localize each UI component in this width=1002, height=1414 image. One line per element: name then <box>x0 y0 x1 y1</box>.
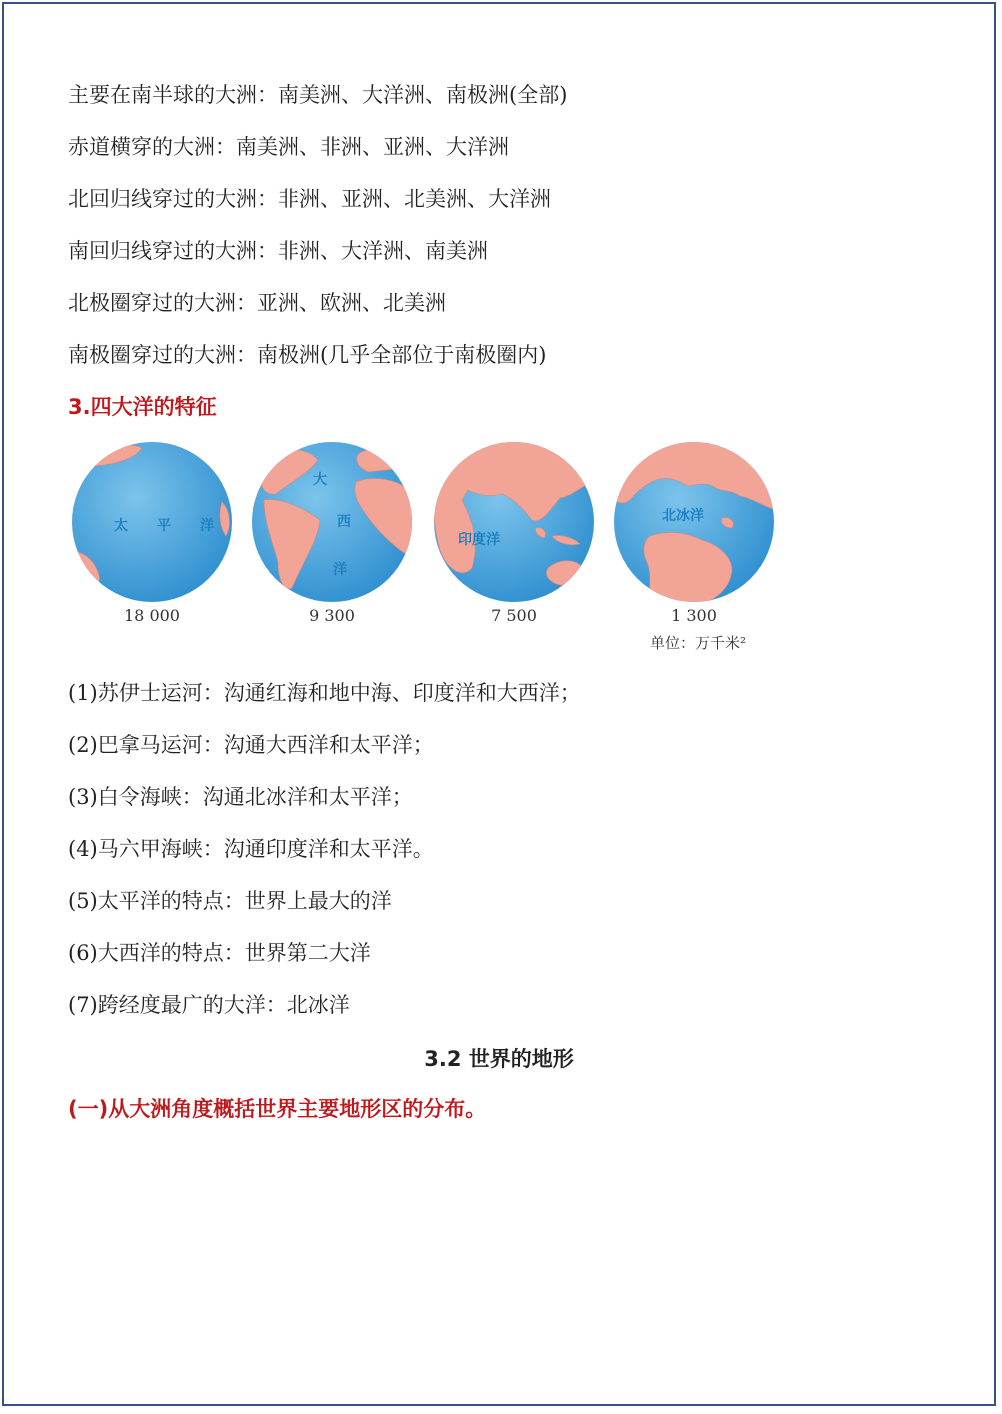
arctic-label: 北冰洋 <box>662 508 704 524</box>
list-item: (7)跨经度最广的大洋：北冰洋 <box>68 993 350 1017</box>
atlantic-label-char-2: 西 <box>337 514 351 530</box>
indian-globe <box>432 440 596 625</box>
atlantic-globe <box>250 440 414 625</box>
pacific-label-char-2: 平 <box>157 518 171 534</box>
atlantic-label-char-1: 大 <box>313 472 327 488</box>
pacific-globe <box>70 440 234 625</box>
pacific-label-char-3: 洋 <box>200 518 214 534</box>
list-item: (1)苏伊士运河：沟通红海和地中海、印度洋和大西洋； <box>68 681 581 705</box>
section-heading-oceans: 3.四大洋的特征 <box>68 395 217 419</box>
atlantic-area: 9 300 <box>309 606 355 625</box>
list-item: (4)马六甲海峡：沟通印度洋和太平洋。 <box>68 837 434 861</box>
pacific-area: 18 000 <box>124 606 180 625</box>
arctic-area: 1 300 <box>671 606 717 625</box>
list-item: (3)白令海峡：沟通北冰洋和太平洋； <box>68 785 413 809</box>
text-line: 主要在南半球的大洲：南美洲、大洋洲、南极洲(全部) <box>68 83 568 107</box>
indian-area: 7 500 <box>491 606 537 625</box>
text-line: 南极圈穿过的大洲：南极洲(几乎全部位于南极圈内) <box>68 343 547 367</box>
text-line: 赤道横穿的大洲：南美洲、非洲、亚洲、大洋洲 <box>68 135 509 159</box>
pacific-label-char-1: 太 <box>114 518 128 534</box>
arctic-globe <box>612 440 776 625</box>
list-item: (5)太平洋的特点：世界上最大的洋 <box>68 889 392 913</box>
list-item: (6)大西洋的特点：世界第二大洋 <box>68 941 371 965</box>
list-item: (2)巴拿马运河：沟通大西洋和太平洋； <box>68 733 434 757</box>
text-line: 北极圈穿过的大洲：亚洲、欧洲、北美洲 <box>68 291 446 315</box>
indian-label: 印度洋 <box>458 532 500 548</box>
atlantic-label-char-3: 洋 <box>333 562 347 578</box>
area-unit-label: 单位：万千米² <box>650 634 747 652</box>
ocean-globes-figure <box>70 440 790 660</box>
text-line: 南回归线穿过的大洲：非洲、大洋洲、南美洲 <box>68 239 488 263</box>
section-heading-3-2: 3.2 世界的地形 <box>424 1047 574 1071</box>
subsection-heading: (一)从大洲角度概括世界主要地形区的分布。 <box>68 1097 487 1121</box>
document-page <box>2 2 996 1406</box>
text-line: 北回归线穿过的大洲：非洲、亚洲、北美洲、大洋洲 <box>68 187 551 211</box>
